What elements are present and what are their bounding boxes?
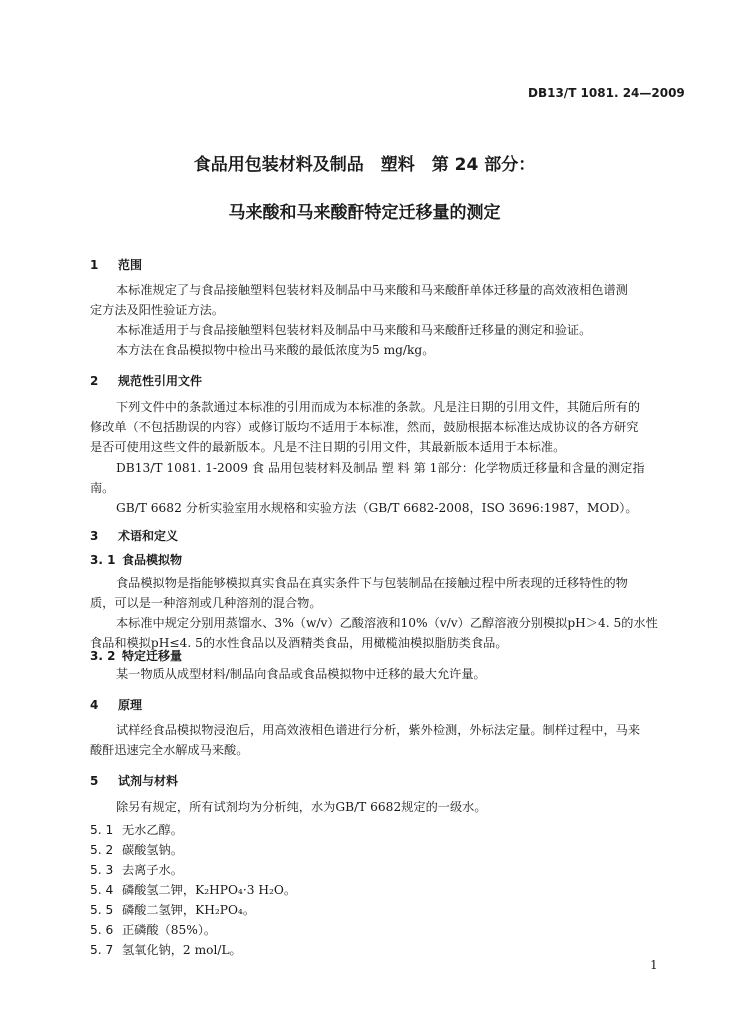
paragraph: 酸酐迅速完全水解成马来酸。 (90, 743, 249, 757)
subsection-heading-3-1 (90, 551, 182, 568)
item-text: 磷酸二氢钾，KH₂PO₄。 (122, 903, 256, 917)
item-text: 正磷酸（85%）。 (122, 923, 217, 937)
item-number: 5. 2 (90, 843, 114, 857)
paragraph: 某一物质从成型材料/制品向食品或食品模拟物中迁移的最大允许量。 (116, 667, 486, 681)
list-item (90, 821, 183, 838)
list-item (90, 921, 216, 938)
subsection-heading-3-2 (90, 647, 182, 664)
paragraph: 质，可以是一种溶剂或几种溶剂的混合物。 (90, 596, 322, 610)
paragraph: 南。 (90, 481, 115, 495)
list-item (90, 881, 296, 898)
item-text: 去离子水。 (122, 863, 183, 877)
list-item (90, 841, 183, 858)
paragraph: 是否可使用这些文件的最新版本。凡是不注日期的引用文件，其最新版本适用于本标准。 (90, 440, 566, 454)
item-text: 碳酸氢钠。 (122, 843, 183, 857)
subsection-number: 3. 1 (90, 553, 116, 567)
subsection-title: 特定迁移量 (122, 649, 183, 663)
section-title: 术语和定义 (118, 529, 179, 543)
section-number: 2 (90, 374, 99, 388)
section-number: 1 (90, 258, 99, 272)
paragraph: 本方法在食品模拟物中检出马来酸的最低浓度为5 mg/kg。 (116, 343, 435, 357)
item-text: 无水乙醇。 (122, 823, 183, 837)
section-title: 试剂与材料 (118, 774, 179, 788)
item-number: 5. 1 (90, 823, 114, 837)
list-item (90, 901, 255, 918)
list-item (90, 861, 183, 878)
section-number: 4 (90, 698, 99, 712)
document-title-line1: 食品用包装材料及制品 塑料 第 24 部分： (193, 155, 536, 175)
standard-number: DB13/T 1081. 24—2009 (528, 86, 685, 100)
page-number: 1 (650, 958, 658, 972)
section-heading-5 (90, 772, 178, 789)
item-number: 5. 5 (90, 903, 114, 917)
section-number: 3 (90, 529, 99, 543)
paragraph: 本标准规定了与食品接触塑料包装材料及制品中马来酸和马来酸酐单体迁移量的高效液相色谱测 (116, 283, 628, 297)
paragraph: 本标准中规定分别用蒸馏水、3%（w/v）乙酸溶液和10%（v/v）乙醇溶液分别模拟pH＞4. 5的水性 (116, 616, 658, 630)
paragraph: 食品模拟物是指能够模拟真实食品在真实条件下与包装制品在接触过程中所表现的迁移特性的物 (116, 576, 628, 590)
paragraph: 定方法及阳性验证方法。 (90, 303, 225, 317)
section-title: 原理 (118, 698, 143, 712)
item-number: 5. 3 (90, 863, 114, 877)
document-title-line2: 马来酸和马来酸酐特定迁移量的测定 (228, 203, 501, 223)
section-heading-4 (90, 696, 142, 713)
subsection-title: 食品模拟物 (122, 553, 183, 567)
item-text: 氢氧化钠，2 mol/L。 (122, 943, 242, 957)
paragraph: 修改单（不包括勘误的内容）或修订版均不适用于本标准，然而，鼓励根据本标准达成协议的各方研究 (90, 420, 639, 434)
paragraph: 下列文件中的条款通过本标准的引用而成为本标准的条款。凡是注日期的引用文件，其随后所有的 (116, 400, 641, 414)
paragraph: GB/T 6682 分析实验室用水规格和实验方法（GB/T 6682-2008，ISO 3696:1987，MOD）。 (116, 501, 638, 515)
section-heading-2 (90, 372, 202, 389)
paragraph: 食品和模拟pH≤4. 5的水性食品以及酒精类食品，用橄榄油模拟脂肪类食品。 (90, 636, 508, 650)
paragraph: DB13/T 1081. 1-2009 食 品用包装材料及制品 塑 料 第 1部分：化学物质迁移量和含量的测定指 (116, 461, 645, 475)
section-number: 5 (90, 774, 99, 788)
item-text: 磷酸氢二钾，K₂HPO₄·3 H₂O。 (122, 883, 297, 897)
paragraph: 试样经食品模拟物浸泡后，用高效液相色谱进行分析，紫外检测，外标法定量。制样过程中，马来 (116, 723, 641, 737)
section-heading-1 (90, 256, 142, 273)
paragraph: 除另有规定，所有试剂均为分析纯，水为GB/T 6682规定的一级水。 (116, 800, 487, 814)
item-number: 5. 6 (90, 923, 114, 937)
list-item (90, 941, 242, 958)
section-title: 范围 (118, 258, 143, 272)
item-number: 5. 4 (90, 883, 114, 897)
item-number: 5. 7 (90, 943, 114, 957)
section-heading-3 (90, 527, 178, 544)
paragraph: 本标准适用于与食品接触塑料包装材料及制品中马来酸和马来酸酐迁移量的测定和验证。 (116, 323, 592, 337)
section-title: 规范性引用文件 (118, 374, 203, 388)
subsection-number: 3. 2 (90, 649, 116, 663)
